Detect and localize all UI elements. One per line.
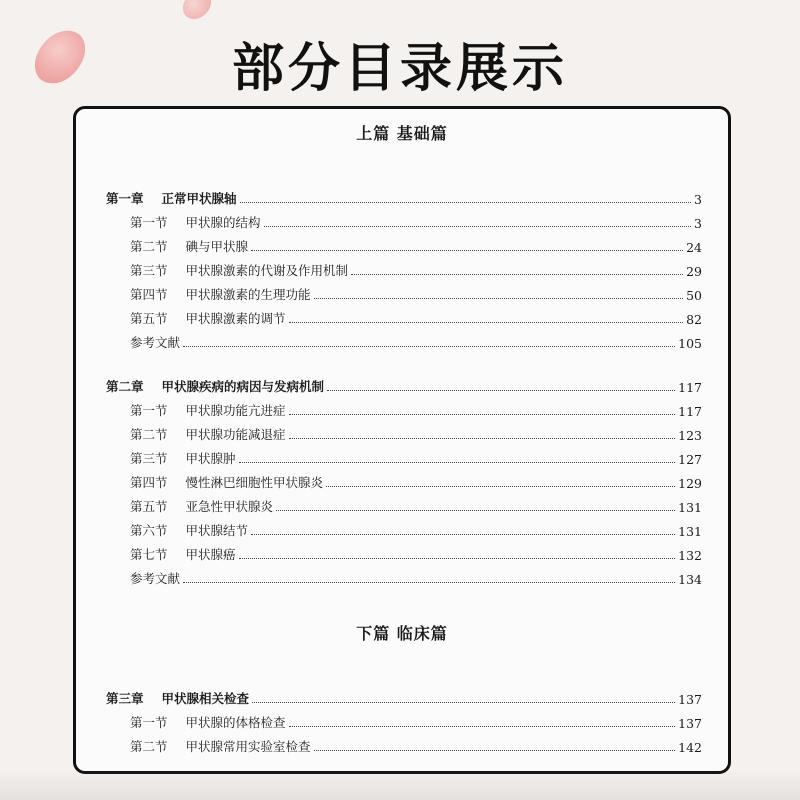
page-number: 137 [678,692,702,707]
section-number: 第四节 [130,287,168,302]
dot-leader [289,414,676,415]
dot-leader [289,438,676,439]
page-number: 24 [686,240,702,255]
dot-leader [289,322,684,323]
section-title: 亚急性甲状腺炎 [185,499,274,514]
chapter-title: 甲状腺疾病的病因与发病机制 [161,379,325,394]
dot-leader [251,534,675,535]
toc-section [130,519,702,539]
dot-leader [327,390,675,391]
section-number: 第一节 [130,215,168,230]
toc-section [130,711,702,731]
page-number: 131 [678,500,702,515]
toc-chapter [106,687,702,707]
toc-chapter [106,375,702,395]
dot-leader [251,250,683,251]
dot-leader [183,582,675,583]
section-title: 甲状腺激素的生理功能 [185,287,311,302]
page-title: 部分目录展示 [231,39,568,99]
toc-section [130,307,702,327]
section-title: 甲状腺常用实验室检查 [185,739,311,754]
section-title: 甲状腺功能减退症 [185,427,286,442]
part2-heading: 下篇 临床篇 [356,624,448,643]
dot-leader [252,702,675,703]
dot-leader [351,274,683,275]
chapter-number: 第三章 [106,691,144,706]
toc-section [130,543,702,563]
section-number: 第七节 [130,547,168,562]
chapter-title: 正常甲状腺轴 [161,191,237,206]
dot-leader [183,346,675,347]
dot-leader [264,226,692,227]
toc-references [130,567,702,587]
page-number: 123 [678,428,702,443]
toc-section [130,235,702,255]
toc-references [130,331,702,351]
section-number: 第五节 [130,311,168,326]
toc-chapter [106,187,702,207]
section-title: 参考文献 [130,571,181,586]
section-title: 甲状腺激素的代谢及作用机制 [185,263,349,278]
page-number: 82 [686,312,702,327]
page-number: 131 [678,524,702,539]
dot-leader [276,510,675,511]
section-number: 第三节 [130,263,168,278]
toc-section [130,471,702,491]
page-number: 137 [678,716,702,731]
section-title: 碘与甲状腺 [185,239,249,254]
page-number: 50 [686,288,702,303]
dot-leader [289,726,676,727]
toc-section [130,283,702,303]
page-number: 105 [678,336,702,351]
section-number: 第二节 [130,739,168,754]
toc-section [130,399,702,419]
section-title: 甲状腺肿 [185,451,236,466]
section-number: 第二节 [130,427,168,442]
section-title: 甲状腺结节 [185,523,249,538]
dot-leader [240,202,692,203]
toc-section [130,447,702,467]
section-number: 第三节 [130,451,168,466]
petal-decoration [178,0,215,22]
chapter-title: 甲状腺相关检查 [161,691,250,706]
page-number: 117 [678,404,702,419]
toc-section [130,423,702,443]
background-wave-decoration [0,770,800,800]
toc-section [130,495,702,515]
part1-heading: 上篇 基础篇 [356,124,448,143]
section-number: 第一节 [130,403,168,418]
page-number: 129 [678,476,702,491]
section-title: 甲状腺激素的调节 [185,311,286,326]
toc-section [130,211,702,231]
toc-card [73,106,731,774]
section-title: 参考文献 [130,335,181,350]
chapter-number: 第一章 [106,191,144,206]
section-number: 第一节 [130,715,168,730]
page-number: 3 [694,192,702,207]
dot-leader [314,750,676,751]
page-number: 134 [678,572,702,587]
dot-leader [239,558,676,559]
section-number: 第五节 [130,499,168,514]
toc-section [130,735,702,755]
page-number: 117 [678,380,702,395]
section-title: 甲状腺的结构 [185,215,261,230]
page-number: 127 [678,452,702,467]
dot-leader [326,486,675,487]
section-number: 第六节 [130,523,168,538]
dot-leader [314,298,684,299]
section-title: 甲状腺功能亢进症 [185,403,286,418]
page-number: 3 [694,216,702,231]
section-number: 第二节 [130,239,168,254]
page-number: 132 [678,548,702,563]
section-number: 第四节 [130,475,168,490]
section-title: 慢性淋巴细胞性甲状腺炎 [185,475,324,490]
page-number: 29 [686,264,702,279]
section-title: 甲状腺癌 [185,547,236,562]
chapter-number: 第二章 [106,379,144,394]
dot-leader [239,462,676,463]
page-number: 142 [678,740,702,755]
toc-section [130,259,702,279]
section-title: 甲状腺的体格检查 [185,715,286,730]
